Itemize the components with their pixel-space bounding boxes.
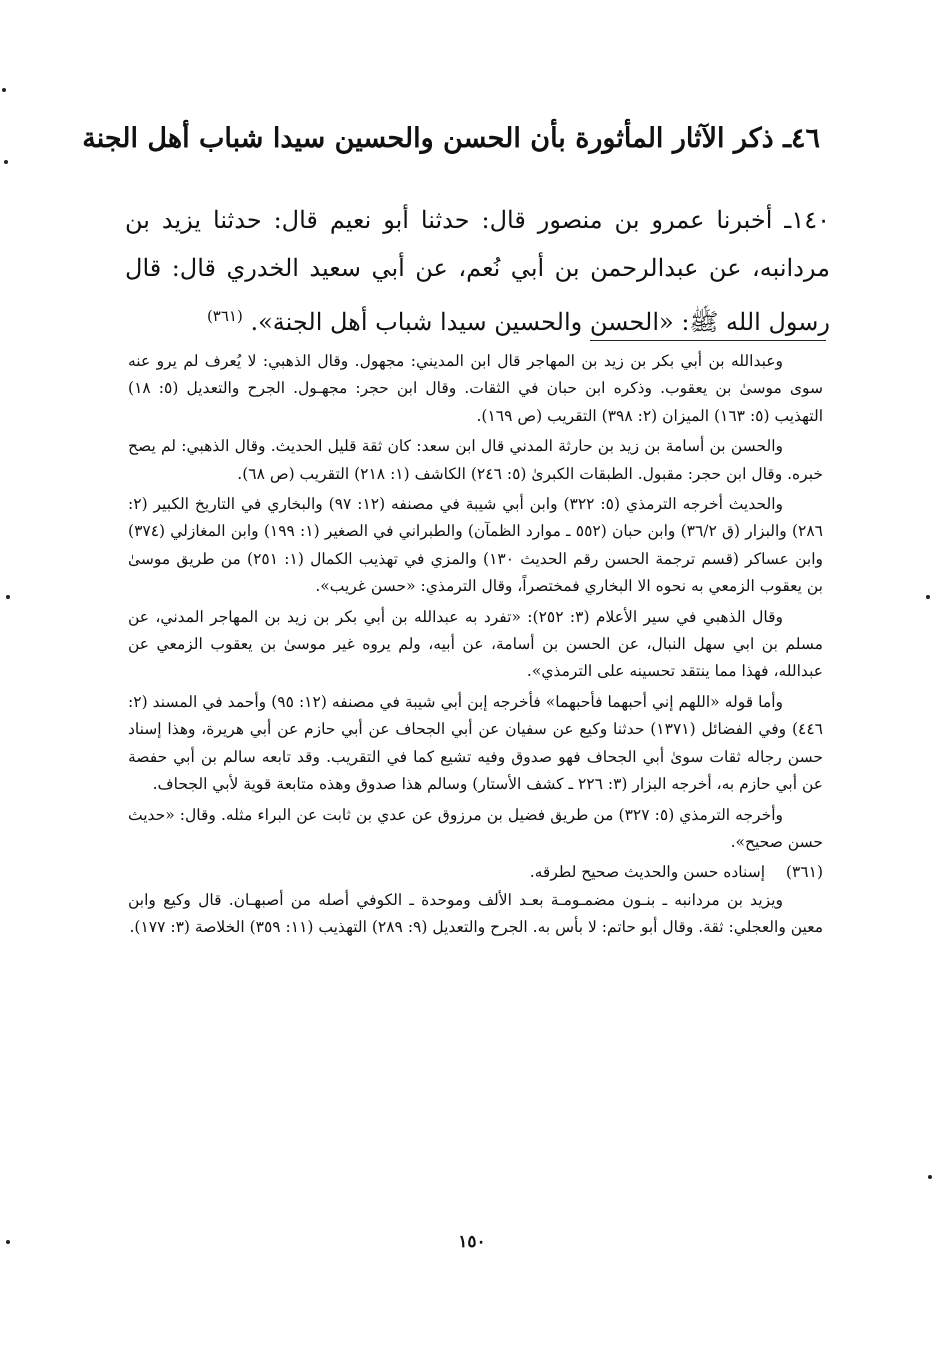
note-paragraph-2: والحسن بن أسامة بن زيد بن حارثة المدني قال ابن سعد: كان ثقة قليل الحديث. وقال الذهبي: لم يصح خبره. وقال ابن حجر: مقبول. الطبقات الكبرىٰ (٥: ٢٤٦) الكاشف (١: ٢١٨) التقريب (ص ٦٨). <box>128 437 823 483</box>
section-heading: ٤٦ـ ذكر الآثار المأثورة بأن الحسن والحسين سيدا شباب أهل الجنة <box>82 123 820 154</box>
scan-speck <box>2 88 6 92</box>
page-number: ١٥٠ <box>458 1232 486 1252</box>
footnotes <box>128 348 823 945</box>
note-paragraph-1: وعبدالله بن أبي بكر بن زيد بن المهاجر قال ابن المديني: مجهول. وقال الذهبي: لا يُعرف لم يرو عنه سوى موسىٰ بن يعقوب. وذكره ابن حبان في الثقات. وقال ابن حجر: مجهـول. الجرح والتعديل (٥: ١٨) التهذيب (٥: ١٦٣) الميزان (٢: ٣٩٨) التقريب (ص ١٦٩). <box>128 352 823 425</box>
scan-speck <box>4 160 8 164</box>
scan-speck <box>926 595 930 599</box>
footnote-separator <box>590 340 826 341</box>
note-paragraph-6: وأخرجه الترمذي (٥: ٣٢٧) من طريق فضيل بن مرزوق عن عدي بن ثابت عن البراء مثله. وقال: «حديث حسن صحيح». <box>128 805 823 851</box>
scan-speck <box>6 595 10 599</box>
footnote-361 <box>128 859 823 886</box>
note-paragraph-5: وأما قوله «اللهم إني أحبهما فأحبهما» فأخرجه إبن أبي شيبة في مصنفه (١٢: ٩٥) وأحمد في المسند (٢: ٤٤٦) وفي الفضائل (١٣٧١) حدثنا وكيع عن سفيان عن أبي الجحاف عن أبي حازم عن أبي هريرة، وهذا إسناد حسن رجاله ثقات سوىٰ أبي الجحاف فهو صدوق وفيه تشيع كما في التقريب. وقد تابعه سالم بن أبي حفصة عن أبي حازم به، أخرجه البزار (٣: ٢٢٦ ـ كشف الأستار) وسالم هذا صدوق وهذه متابعة قوية لأبي الجحاف. <box>128 692 823 794</box>
scan-speck <box>928 1175 932 1179</box>
note-paragraph-3: والحديث أخرجه الترمذي (٥: ٣٢٢) وابن أبي شيبة في مصنفه (١٢: ٩٧) والبخاري في التاريخ الكبير (٢: ٢٨٦) والبزار (ق ٣٦/٢) وابن حبان (٥٥٢ ـ موارد الظمآن) والطبراني في الصغير (١: ١٩٩) وابن المغازلي (٣٧٤) وابن عساكر (قسم ترجمة الحسن رقم الحديث ١٣٠) والمزي في تهذيب الكمال (١: ٢٥١) من طريق موسىٰ بن يعقوب الزمعي به نحوه الا البخاري فمختصراً، وقال الترمذي: «حسن غريب». <box>128 495 823 596</box>
hadith-text: ١٤٠ـ أخبرنا عمرو بن منصور قال: حدثنا أبو نعيم قال: حدثنا يزيد بن مردانبه، عن عبدالرحمن بن أبي نُعم، عن أبي سعيد الخدري قال: قال رسول الله ﷺ: «الحسن والحسين سيدا شباب أهل الجنة». <box>125 206 830 336</box>
footnote-number: (٣٦١) <box>785 863 823 882</box>
note-paragraph-4: وقال الذهبي في سير الأعلام (٣: ٢٥٢): «تفرد به عبدالله بن أبي بكر بن زيد بن المهاجر المدني، عن مسلم بن ابي سهل النبال، عن الحسن بن أسامة، عن أبيه، ولم يروه غير موسىٰ بن يعقوب الزمعي عن عبدالله، فهذا مما ينتقد تحسينه على الترمذي». <box>128 607 823 681</box>
hadith-footnote-ref: (٣٦١) <box>206 307 243 325</box>
scan-speck <box>6 1240 10 1244</box>
footnote-text: إسناده حسن والحديث صحيح لطرقه. <box>529 863 765 882</box>
hadith-text-block <box>125 196 830 346</box>
note-paragraph-7: ويزيد بن مردانبه ـ بنـون مضمـومـة بعـد الألف وموحدة ـ الكوفي أصله من أصبهـان. قال وكيع وابن معين والعجلي: ثقة. وقال أبو حاتم: لا بأس به. الجرح والتعديل (٩: ٢٨٩) التهذيب (١١: ٣٥٩) الخلاصة (٣: ١٧٧). <box>128 890 823 937</box>
